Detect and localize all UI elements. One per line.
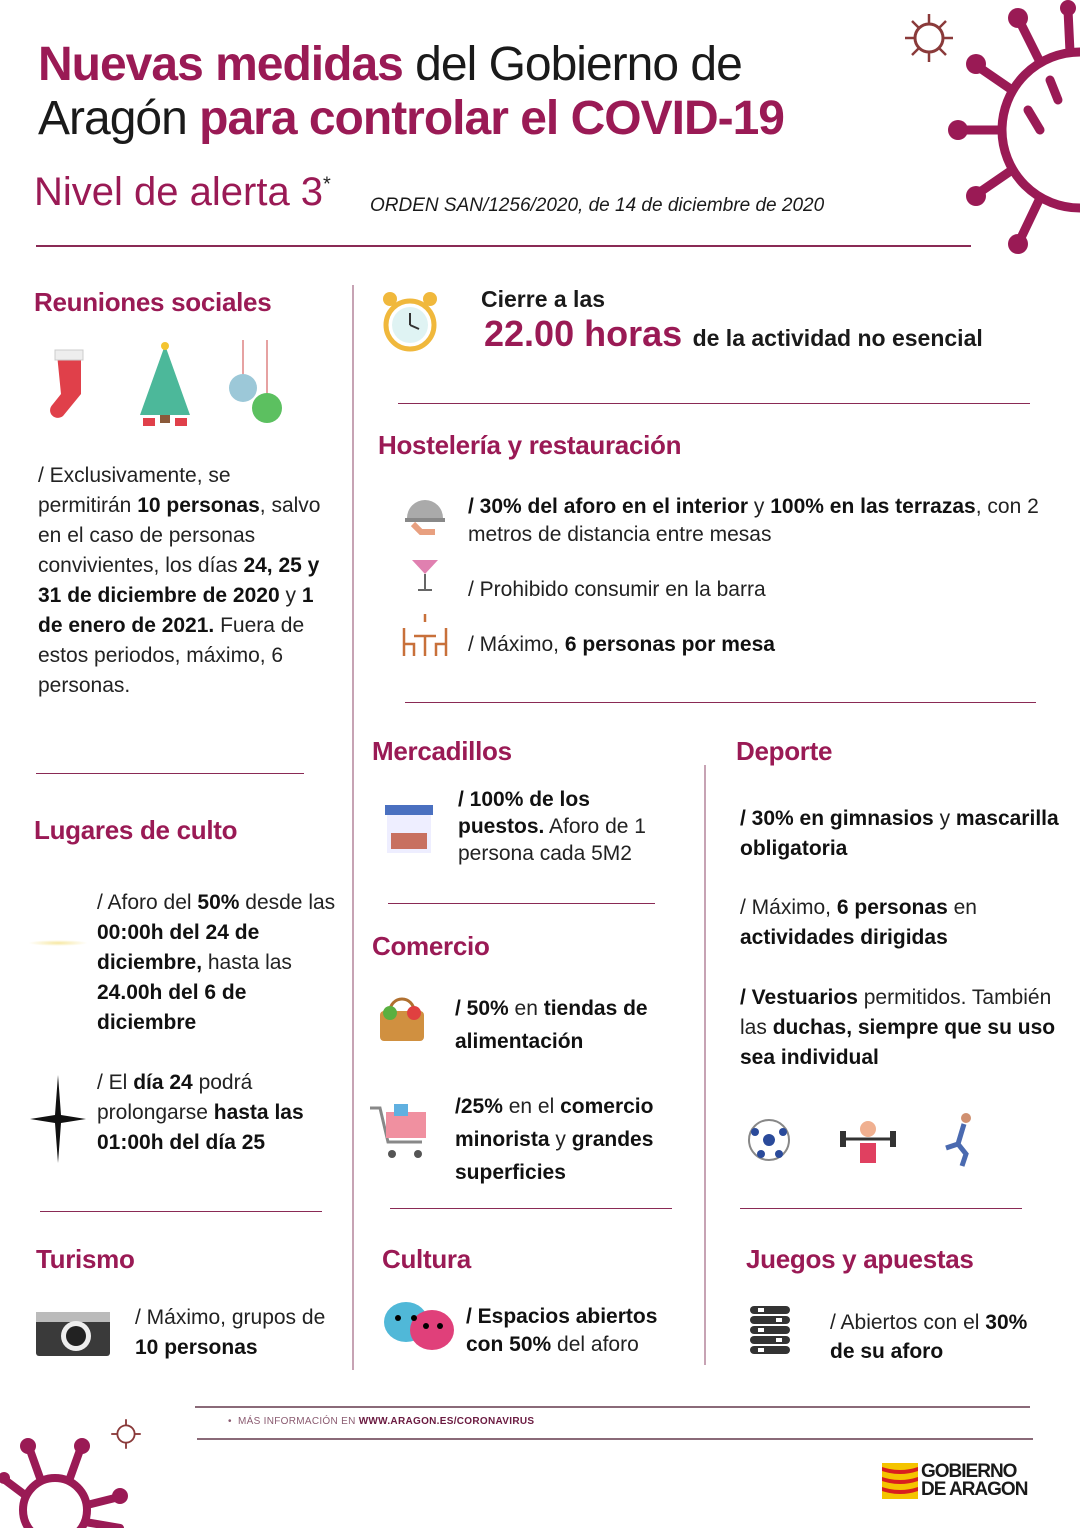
more-info-link[interactable]: WWW.ARAGON.ES/CORONAVIRUS — [358, 1416, 535, 1427]
comercio-title: Comercio — [372, 931, 490, 961]
alert-level — [34, 170, 331, 215]
bold-text-segment: grandes superficies — [455, 1128, 654, 1184]
shopping-cart-icon — [368, 1100, 432, 1164]
text-segment: del aforo — [551, 1333, 639, 1356]
column-divider-2 — [704, 765, 706, 1365]
bold-text-segment: 1 de enero de 2021. — [38, 584, 314, 637]
alert-asterisk: * — [323, 173, 331, 196]
hosteleria-item-1 — [468, 493, 1048, 549]
text-segment: en — [947, 896, 977, 919]
bold-text-segment: 30% de su aforo — [830, 1311, 1028, 1363]
text-segment: / Máximo, grupos de — [135, 1306, 326, 1329]
reuniones-text — [38, 461, 328, 701]
text-segment: desde las — [239, 891, 336, 914]
text-segment: y — [279, 584, 302, 607]
culto-item-1 — [97, 888, 347, 1038]
divider — [398, 403, 1030, 404]
text-segment: del Gobierno de — [402, 38, 742, 91]
bold-text-segment: comercio minorista — [455, 1095, 654, 1151]
text-segment: / El — [97, 1071, 134, 1094]
text-segment: / Máximo, — [740, 896, 837, 919]
market-stall-icon — [383, 803, 435, 855]
order-reference: ORDEN SAN/1256/2020, de 14 de diciembre de 2020 — [370, 195, 825, 216]
virus-icon-small — [903, 12, 955, 64]
gobierno-aragon-logo — [882, 1463, 1027, 1499]
divider — [388, 903, 655, 904]
bold-text-segment: duchas, siempre que su uso sea individual — [740, 1016, 1056, 1069]
cultura-text — [466, 1303, 696, 1359]
stocking-icon — [45, 342, 100, 427]
hosteleria-item-2 — [468, 575, 1028, 605]
soccer-ball-icon — [747, 1118, 791, 1162]
deporte-item-2 — [740, 893, 1060, 953]
footer-divider-bottom — [197, 1438, 1033, 1440]
camera-icon — [36, 1308, 110, 1356]
text-segment: / Abiertos con el — [830, 1311, 986, 1334]
cierre-hour: 22.00 horas — [484, 313, 683, 354]
mercadillos-title: Mercadillos — [372, 736, 512, 766]
runner-icon — [942, 1112, 978, 1168]
text-segment: en — [508, 997, 544, 1020]
text-segment: permitidos. También las — [740, 986, 1052, 1039]
text-segment: Aragón — [38, 92, 200, 145]
glow-icon — [28, 940, 88, 946]
bold-text-segment: / Vestuarios — [740, 986, 858, 1009]
hosteleria-title: Hostelería y restauración — [378, 430, 682, 460]
turismo-title: Turismo — [36, 1244, 135, 1274]
text-segment: y — [549, 1128, 572, 1151]
culto-title: Lugares de culto — [34, 815, 238, 845]
divider — [40, 1211, 322, 1212]
cierre-time — [484, 313, 983, 355]
comercio-item-1 — [455, 992, 695, 1058]
mercadillos-text — [458, 786, 678, 867]
juegos-title: Juegos y apuestas — [746, 1244, 974, 1274]
christmas-tree-icon — [135, 340, 195, 428]
reuniones-title: Reuniones sociales — [34, 287, 272, 317]
bullet: • — [228, 1416, 238, 1427]
deporte-item-3 — [740, 983, 1070, 1073]
bold-text-segment: hasta las 01:00h del día 25 — [97, 1101, 304, 1154]
aragon-flag-icon — [882, 1463, 918, 1499]
hosteleria-item-3 — [468, 630, 1028, 660]
more-info-prefix: MÁS INFORMACIÓN EN — [237, 1416, 359, 1427]
bold-text-segment: para controlar el COVID-19 — [199, 92, 784, 145]
text-segment: y — [748, 495, 771, 518]
text-segment: en el — [502, 1095, 561, 1118]
page-title — [38, 38, 784, 146]
divider — [740, 1208, 1022, 1209]
footer-divider-top — [195, 1406, 1030, 1408]
text-segment: / Aforo del — [97, 891, 198, 914]
cierre-line1: Cierre a las — [481, 286, 606, 312]
juegos-text — [830, 1308, 1050, 1366]
cultura-title: Cultura — [382, 1244, 471, 1274]
bold-text-segment: 50% — [197, 891, 240, 914]
culto-item-2 — [97, 1068, 337, 1158]
bold-text-segment: 100% en las terrazas — [770, 495, 976, 518]
bold-text-segment: / Espacios abiertos con 50% — [466, 1305, 658, 1356]
bold-text-segment: 10 personas — [137, 494, 260, 517]
bold-text-segment: / 50% — [455, 997, 509, 1020]
alert-level-text: Nivel de alerta 3 — [34, 170, 324, 214]
logo-line-2: DE ARAGON — [921, 1479, 1028, 1500]
grocery-basket-icon — [376, 993, 428, 1045]
bold-text-segment: /25% — [455, 1095, 503, 1118]
cloche-icon — [403, 492, 447, 536]
bold-text-segment: actividades dirigidas — [740, 926, 948, 949]
virus-icon-bottom-small — [110, 1418, 142, 1450]
alarm-clock-icon — [380, 285, 440, 357]
text-segment: Fuera de estos periodos, máximo, 6 personas. — [38, 614, 305, 697]
poker-chips-icon — [748, 1302, 792, 1358]
cocktail-icon — [410, 552, 440, 594]
text-segment: / Exclusivamente, se permitirán — [38, 464, 231, 517]
header-divider — [36, 245, 971, 247]
theater-masks-icon — [380, 1300, 458, 1352]
bold-text-segment: 24.00h del 6 de diciembre — [97, 981, 247, 1034]
bold-text-segment: tiendas de alimentación — [455, 997, 648, 1053]
text-segment: , con 2 metros de distancia entre mesas — [468, 495, 1039, 546]
table-chairs-icon — [400, 612, 450, 658]
bold-text-segment: 24, 25 y 31 de diciembre de 2020 — [38, 554, 320, 607]
logo-line-1: GOBIERNO — [921, 1461, 1017, 1482]
text-segment: / Prohibido consumir en la barra — [468, 578, 766, 601]
turismo-text — [135, 1303, 335, 1363]
more-info — [228, 1416, 534, 1427]
text-segment: podrá prolongarse — [97, 1071, 253, 1124]
bold-text-segment: / 30% del aforo en el interior — [468, 495, 749, 518]
bold-text-segment: 6 personas por mesa — [564, 633, 775, 656]
comercio-item-2 — [455, 1090, 695, 1189]
text-segment: hasta las — [202, 951, 292, 974]
divider — [36, 773, 304, 774]
divider — [390, 1208, 672, 1209]
divider — [405, 702, 1036, 703]
title-line-1 — [38, 38, 784, 92]
bold-text-segment: día 24 — [133, 1071, 193, 1094]
text-segment: Aforo de 1 persona cada 5M2 — [458, 815, 646, 865]
bold-text-segment: / 30% en gimnasios — [740, 807, 934, 830]
bold-text-segment: 00:00h del 24 de diciembre, — [97, 921, 260, 974]
text-segment: , salvo en el caso de personas convivientes, los días — [38, 494, 321, 577]
bold-text-segment: 6 personas — [836, 896, 948, 919]
bold-text-segment: Nuevas medidas — [38, 38, 403, 91]
sparkle-star-icon — [30, 1075, 86, 1163]
deporte-item-1 — [740, 804, 1060, 864]
text-segment: / Máximo, — [468, 633, 565, 656]
virus-icon-large — [940, 0, 1080, 270]
column-divider-1 — [352, 285, 354, 1370]
bold-text-segment: 10 personas — [135, 1336, 258, 1359]
cierre-rest: de la actividad no esencial — [692, 325, 983, 351]
title-line-2 — [38, 92, 784, 146]
ornaments-icon — [225, 340, 285, 428]
bold-text-segment: / 100% de los puestos. — [458, 788, 590, 838]
weightlifter-icon — [838, 1115, 898, 1167]
deporte-title: Deporte — [736, 736, 833, 766]
bold-text-segment: mascarilla obligatoria — [740, 807, 1059, 860]
text-segment: y — [933, 807, 956, 830]
